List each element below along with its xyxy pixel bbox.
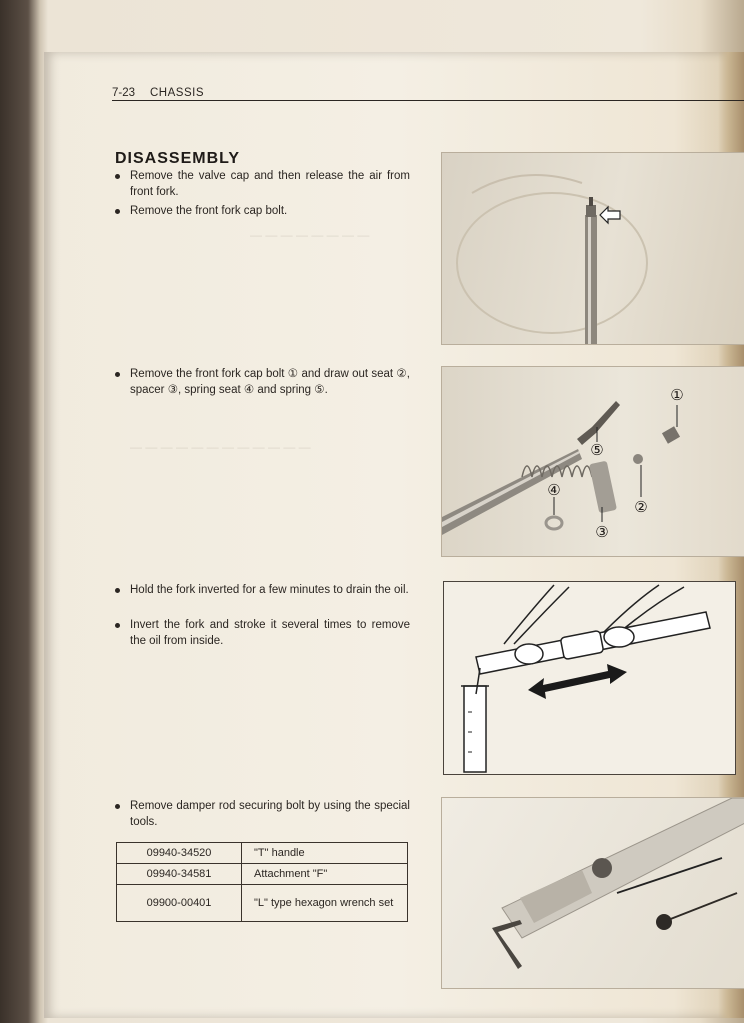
bullet-icon	[115, 174, 120, 179]
photo-fork-parts	[441, 366, 744, 557]
step-item	[115, 617, 410, 649]
callout-3: ③	[595, 523, 609, 541]
table-row	[117, 885, 408, 922]
part-number-cell: 09940-34520	[117, 843, 242, 864]
bullet-icon	[115, 372, 120, 377]
description-cell: "T" handle	[242, 843, 408, 864]
spacer-part	[589, 461, 617, 514]
bullet-icon	[115, 588, 120, 593]
step-item	[115, 582, 410, 598]
t-handle-knob	[656, 914, 672, 930]
bullet-icon	[115, 209, 120, 214]
photo-fork-valve-cap	[441, 152, 744, 345]
callout-5: ⑤	[590, 441, 604, 459]
section-title: CHASSIS	[150, 87, 204, 99]
step-item	[115, 366, 410, 398]
callout-2: ②	[634, 498, 648, 516]
photo-special-tools	[441, 797, 744, 989]
left-arm	[504, 585, 554, 644]
description-cell: "L" type hexagon wrench set	[242, 885, 408, 922]
step-text: Remove the valve cap and then release the air from front fork.	[130, 170, 410, 198]
tube-highlight	[588, 215, 591, 344]
attachment-f	[592, 858, 612, 878]
callout-1: ①	[670, 386, 684, 404]
step-item	[115, 168, 410, 200]
spring-dense	[577, 401, 620, 445]
description-cell: Attachment "F"	[242, 864, 408, 885]
page-header	[112, 84, 744, 101]
right-hand	[604, 627, 634, 647]
part-number-cell: 09900-00401	[117, 885, 242, 922]
seat-part	[633, 454, 643, 464]
table-row	[117, 864, 408, 885]
step-item	[115, 203, 410, 219]
step-item	[115, 798, 410, 830]
part-number-cell: 09940-34581	[117, 864, 242, 885]
step-text: Remove damper rod securing bolt by using the special tools.	[130, 800, 410, 828]
t-handle-rod	[668, 893, 737, 920]
left-hand	[515, 644, 543, 664]
illustration-drain-oil	[443, 581, 736, 775]
fork-cap	[586, 205, 596, 217]
cap-bolt-part	[662, 426, 680, 443]
measuring-cylinder	[464, 686, 486, 772]
callout-4: ④	[547, 481, 561, 499]
bullet-icon	[115, 804, 120, 809]
special-tools-table	[116, 842, 408, 922]
pointer-arrow-icon	[600, 207, 620, 223]
bullet-icon	[115, 623, 120, 628]
step-text: Remove the front fork cap bolt.	[130, 205, 288, 217]
bleed-through-text: — — — — — — — —	[250, 228, 370, 242]
step-text: Remove the front fork cap bolt ① and draw out seat ②, spacer ③, spring seat ④ and spring ⑤.	[130, 368, 410, 396]
spring-seat-part	[546, 517, 562, 529]
page-heading: DISASSEMBLY	[115, 150, 241, 167]
double-arrow-icon	[528, 664, 627, 699]
table-row	[117, 843, 408, 864]
step-text: Invert the fork and stroke it several times to remove the oil from inside.	[130, 619, 410, 647]
background-shape	[472, 175, 582, 193]
page-number: 7-23	[112, 87, 136, 99]
step-text: Hold the fork inverted for a few minutes to drain the oil.	[130, 584, 409, 596]
fork-slider-joint	[560, 630, 603, 659]
left-arm	[514, 587, 569, 644]
bleed-through-text: — — — — — — — — — — — —	[130, 440, 311, 454]
valve-stem	[589, 197, 593, 206]
